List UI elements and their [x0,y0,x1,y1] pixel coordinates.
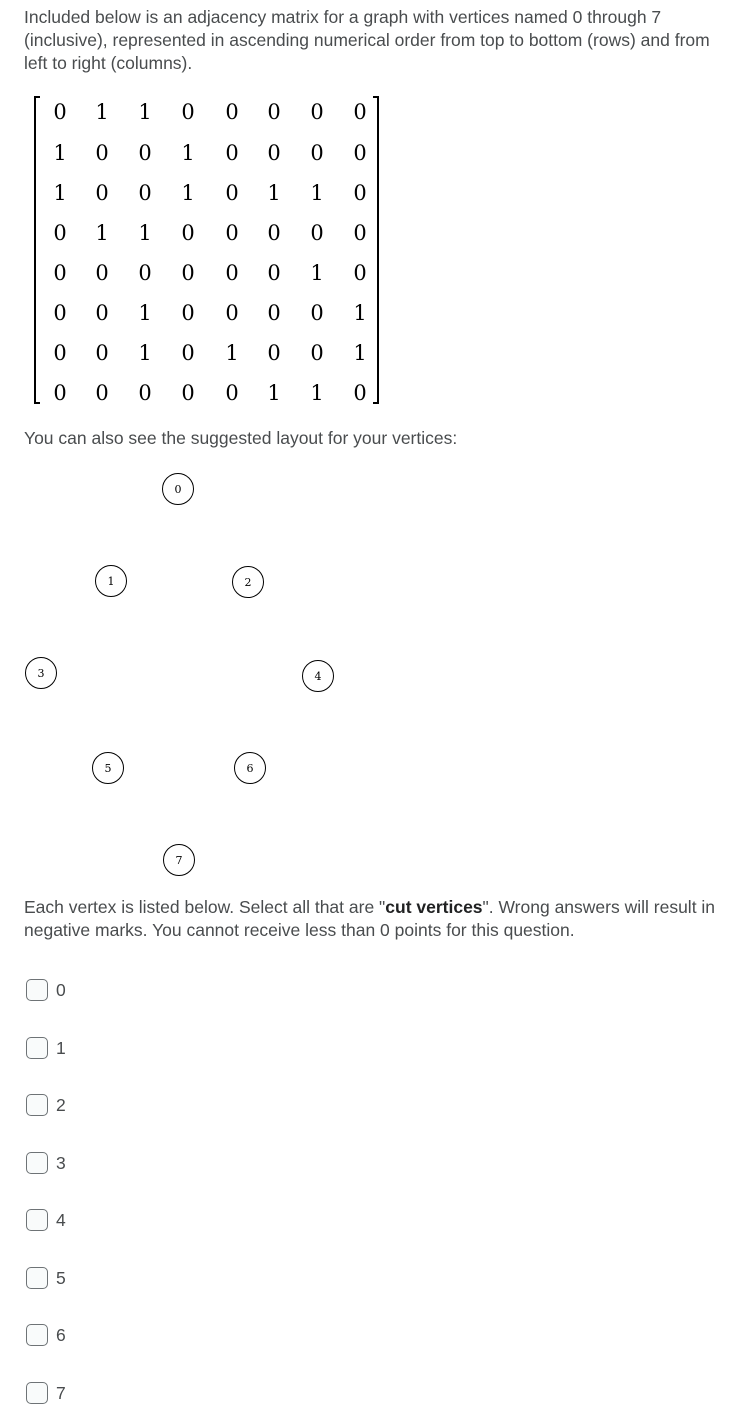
matrix-cell-r7-c4: 0 [225,381,239,405]
vertex-layout [0,460,736,880]
option-label: 2 [56,1094,66,1115]
matrix-cell-r5-c1: 0 [95,301,109,325]
vertex-6: 6 [234,752,266,784]
matrix-cell-r3-c3: 0 [181,221,195,245]
matrix-cell-r3-c6: 0 [310,221,324,245]
vertex-0: 0 [162,473,194,505]
matrix-cell-r5-c3: 0 [181,301,195,325]
option-checkbox[interactable] [26,979,48,1001]
matrix-cell-r5-c5: 0 [267,301,281,325]
adjacency-matrix [34,96,384,406]
matrix-cell-r1-c2: 0 [138,141,152,165]
question-text-bold: cut vertices [385,897,483,917]
matrix-cell-r1-c6: 0 [310,141,324,165]
matrix-cell-r7-c6: 1 [310,381,324,405]
matrix-cell-r0-c7: 0 [353,100,367,124]
matrix-cell-r4-c3: 0 [181,261,195,285]
option-checkbox[interactable] [26,1094,48,1116]
matrix-cell-r0-c4: 0 [225,100,239,124]
matrix-cell-r6-c6: 0 [310,341,324,365]
matrix-cell-r1-c0: 1 [53,141,67,165]
matrix-cell-r3-c7: 0 [353,221,367,245]
matrix-cell-r0-c6: 0 [310,100,324,124]
matrix-cell-r7-c3: 0 [181,381,195,405]
vertex-3: 3 [25,657,57,689]
matrix-cell-r2-c6: 1 [310,181,324,205]
option-checkbox[interactable] [26,1382,48,1404]
matrix-cell-r2-c2: 0 [138,181,152,205]
layout-text: You can also see the suggested layout for your vertices: [24,428,458,448]
matrix-cell-r7-c0: 0 [53,381,67,405]
matrix-cell-r6-c2: 1 [138,341,152,365]
matrix-cell-r2-c7: 0 [353,181,367,205]
option-checkbox[interactable] [26,1152,48,1174]
matrix-cell-r5-c2: 1 [138,301,152,325]
matrix-cell-r1-c1: 0 [95,141,109,165]
matrix-cell-r3-c5: 0 [267,221,281,245]
matrix-cell-r2-c1: 0 [95,181,109,205]
matrix-cell-r5-c6: 0 [310,301,324,325]
question-text-after: ". Wrong answers will result in negative marks. You cannot receive less than 0 points for this question. [24,897,716,940]
option-vertex-0[interactable] [26,978,66,1002]
matrix-cell-r7-c7: 0 [353,381,367,405]
matrix-cell-r6-c5: 0 [267,341,281,365]
matrix-cell-r5-c7: 1 [353,301,367,325]
matrix-cell-r1-c4: 0 [225,141,239,165]
matrix-cell-r2-c5: 1 [267,181,281,205]
matrix-cell-r7-c5: 1 [267,381,281,405]
matrix-cell-r6-c4: 1 [225,341,239,365]
matrix-cell-r1-c5: 0 [267,141,281,165]
matrix-cell-r4-c5: 0 [267,261,281,285]
matrix-cell-r6-c3: 0 [181,341,195,365]
matrix-cell-r4-c4: 0 [225,261,239,285]
matrix-cell-r1-c3: 1 [181,141,195,165]
matrix-cell-r0-c2: 1 [138,100,152,124]
option-vertex-4[interactable] [26,1208,66,1232]
matrix-cell-r3-c4: 0 [225,221,239,245]
matrix-cell-r4-c7: 0 [353,261,367,285]
vertex-7: 7 [163,844,195,876]
matrix-cell-r6-c1: 0 [95,341,109,365]
matrix-grid [34,96,384,406]
matrix-cell-r5-c4: 0 [225,301,239,325]
option-vertex-6[interactable] [26,1323,66,1347]
vertex-2: 2 [232,566,264,598]
matrix-cell-r2-c4: 0 [225,181,239,205]
vertex-1: 1 [95,565,127,597]
option-vertex-1[interactable] [26,1036,66,1060]
option-label: 5 [56,1267,66,1288]
option-vertex-5[interactable] [26,1266,66,1290]
matrix-cell-r3-c2: 1 [138,221,152,245]
matrix-cell-r3-c0: 0 [53,221,67,245]
matrix-cell-r4-c2: 0 [138,261,152,285]
vertex-4: 4 [302,660,334,692]
intro-text: Included below is an adjacency matrix for a graph with vertices named 0 through 7 (inclusive), represented in ascending numerical order from top to bottom (rows) and from left to right (columns). [24,7,710,73]
matrix-cell-r6-c7: 1 [353,341,367,365]
matrix-cell-r1-c7: 0 [353,141,367,165]
option-vertex-7[interactable] [26,1381,66,1405]
matrix-cell-r0-c3: 0 [181,100,195,124]
option-checkbox[interactable] [26,1037,48,1059]
option-label: 4 [56,1209,66,1230]
option-checkbox[interactable] [26,1209,48,1231]
vertex-5: 5 [92,752,124,784]
matrix-cell-r0-c0: 0 [53,100,67,124]
option-label: 7 [56,1382,66,1403]
matrix-cell-r7-c1: 0 [95,381,109,405]
matrix-cell-r4-c0: 0 [53,261,67,285]
option-label: 0 [56,979,66,1000]
matrix-cell-r6-c0: 0 [53,341,67,365]
option-label: 3 [56,1152,66,1173]
question-text-before: Each vertex is listed below. Select all that are " [24,897,386,917]
option-vertex-3[interactable] [26,1151,66,1175]
matrix-cell-r7-c2: 0 [138,381,152,405]
matrix-cell-r4-c1: 0 [95,261,109,285]
option-vertex-2[interactable] [26,1093,66,1117]
matrix-cell-r5-c0: 0 [53,301,67,325]
option-checkbox[interactable] [26,1324,48,1346]
option-label: 1 [56,1037,66,1058]
matrix-cell-r4-c6: 1 [310,261,324,285]
matrix-cell-r2-c0: 1 [53,181,67,205]
matrix-cell-r0-c5: 0 [267,100,281,124]
option-label: 6 [56,1324,66,1345]
option-checkbox[interactable] [26,1267,48,1289]
matrix-cell-r3-c1: 1 [95,221,109,245]
matrix-cell-r2-c3: 1 [181,181,195,205]
question-text [24,896,724,942]
matrix-cell-r0-c1: 1 [95,100,109,124]
